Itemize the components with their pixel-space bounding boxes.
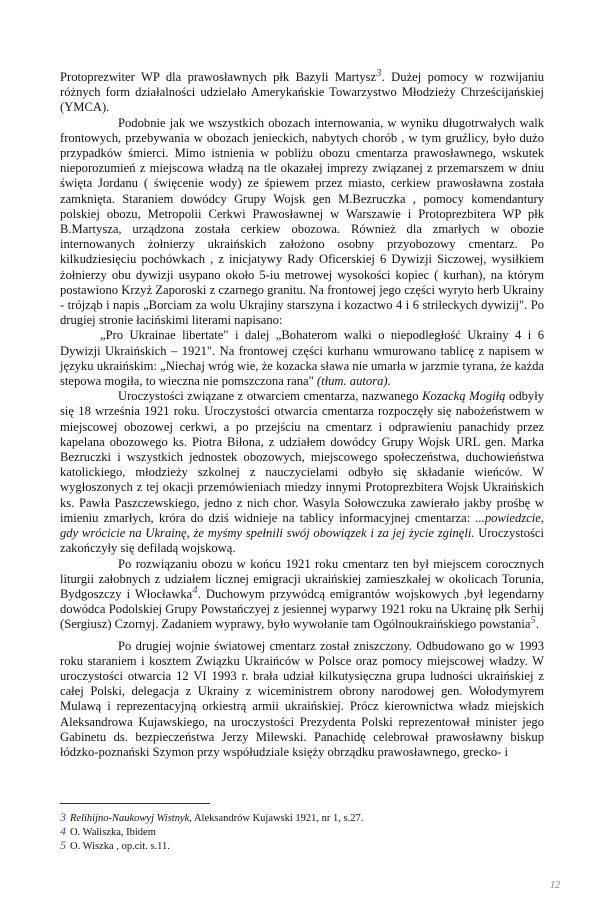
footnote-number: 3 [60, 810, 66, 824]
italic-text: (tłum. autora). [316, 374, 391, 389]
footnote [60, 839, 544, 853]
text-run: Uroczystości zakończyły się defiladą wojskową. [60, 526, 544, 556]
text-run: , Aleksandrów Kujawski 1921, nr 1, s.27. [189, 813, 364, 824]
body-text [60, 66, 545, 760]
italic-text: ...powiedzcie, gdy wrócicie na Ukrainę, że myśmy spełnili swój obowiązek i za jej życie zginęli. [60, 510, 544, 541]
text-run: odbyły się 18 września 1921 roku. Uroczystości otwarcia cmentarza rozpoczęły się nabożeństwem w miejscowej obozowej cerkwi, a po przejściu na cmentarz i odprawieniu panachidy przez kapelana obozowego ks. Piotra Biłona, z udziałem dowódcy Grupy Wojsk URL gen. Marka Bezruczki i wszystkich jednostek obozowych, miejscowego społeczeństwa, duchowieństwa katolickiego, młodzieży szkolnej z nauczycielami odbyło się składanie wieńców. W wygłoszonych z tej okacji przemówieniach miedzy innymi Protoprezbitera Wojsk Ukraińskich ks. Pawła Paszczewskiego, jedno z nich chor. Wasyla Sołowczuka zawierało jakby prośbę w imieniu zmarłych, króra do dziś widnieje na tablicy informacyjnej cmentarza: [60, 389, 545, 525]
footnote-number: 4 [60, 824, 66, 838]
paragraph [60, 66, 544, 116]
text-run: . Dużej pomocy w rozwijaniu różnych form działalności udzielało Amerykańskie Towarzystwo Młodzieży Chrześcijańskiej (YMCA). [60, 70, 544, 115]
paragraph [60, 328, 544, 389]
footnote [60, 811, 544, 825]
footnote-marker: 4 [192, 583, 198, 596]
text-run: O. Wiszka , op.cit. s.11. [70, 841, 170, 852]
text-run: Po drugiej wojnie światowej cmentarz został zniszczony. Odbudowano go w 1993 roku staraniem i kosztem Związku Ukraińców w Polsce oraz pomocy miejscowej władzy. W uroczystości otwarcia 12 VI 1993 r. brała udział kilkutysięczna grupa ludności ukraińskiej z całej Polski, delegacja z Ukrainy z wiceministrem obrony narodowej gen. Wołodymyrem Mulawą i reprezentacyjną orkiestrą armii ukraińskiej. Prócz kierownictwa władz miejskich Aleksandrowa Kujawskiego, na uroczystości Prezydenta Polski reprezentował minister jego Gabinetu ds. bezpieczeństwa Jerzy Milewski. Panachidę celebrował prawosławny biskup łódzko-poznański Szymon przy współudziale księży obrządku prawosławnego, grecko- i [60, 638, 544, 759]
footnote-number: 5 [60, 838, 66, 852]
footnotes [60, 811, 544, 853]
text-run: Podobnie jak we wszystkich obozach internowania, w wyniku długotrwałych walk frontowych, przebywania w obozach jenieckich, nabytych chorób , w tym gruźlicy, było dużo przypadków śmierci. Mimo istnienia w pobliżu obozu cmentarza prawosławnego, wskutek nieporozumień z miejscowa władzą na tle okazałej imprezy związanej z przemarszem w dniu święta Jordanu ( święcenie wody) ze śpiewem przez miasto, cerkiew prawosławna została zamknięta. Staraniem dowódcy Grupy Wojsk gen M.Bezruczka , pomocy komendantury polskiej obozu, Metropolii Cerkwi Prawosławnej w Warszawie i Protoprezbitera WP płk B.Martysza, urządzona została cerkiew obozowa. Również dla zmarłych w obozie internowanych żołnierzy ukraińskich założono osobny przyobozowy cmentarz. Po kilkudziesięciu pochówkach , z inicjatywy Rady Oficerskiej 6 Dywizji Siczowej, wysiłkiem żołnierzy obu dywizji usypano około 5-iu metrowej wysokości kopiec ( kurhan), na którym postawiono Krzyż Zaporoski z czarnego granitu. Na frontowej jego części wyryto herb Ukrainy - trójząb i napis „Borciam za wolu Ukrajiny starszyna i kozactwo 4 i 6 strileckych dywizij". Po drugiej stronie łacińskimi literami napisano: [60, 115, 544, 328]
paragraph [60, 557, 544, 633]
italic-text: Relihijno-Naukowyj Wistnyk [70, 813, 190, 824]
paragraph [60, 639, 544, 761]
paragraph [60, 389, 544, 556]
paragraph [60, 116, 544, 329]
text-run: . [535, 617, 540, 632]
text-run: „Pro Ukrainae libertate" i dalej „Bohaterom walki o niepodległość Ukrainy 4 i 6 Dywizji Ukraińskich – 1921". Na frontowej części kurhanu wmurowano tablicę z napisem w języku ukraińskim: „Niechaj wróg wie, że kozacka sława nie umarła w jarzmie tyrana, że każda stepowa mogiła, to wieczna nie pomszczona rana" [60, 328, 544, 389]
page-number: 12 [550, 880, 560, 891]
text-run: . Duchowym przywódcą emigrantów wojskowych ,był legendarny dowódca Podolskiej Grupy Powstańczyej z jesiennej wyparwy 1921 roku na Ukrainę płk Serhij (Sergiusz) Czornyj. Zadaniem wyprawy, było wywołanie tam Ogólnoukraińskiego powstania [60, 586, 544, 632]
footnote-marker: 5 [530, 614, 536, 627]
italic-text: Kozacką Mogiłą [422, 389, 506, 404]
footnote-divider [60, 803, 210, 804]
text-run: Po rozwiązaniu obozu w końcu 1921 roku cmentarz ten był miejscem corocznych liturgii załobnych z udziałem licznej emigracji ukraińskiej zamieszkałej w okolicach Torunia, Bydgoszczy i Włocławka [60, 556, 544, 601]
text-run: Uroczystości związane z otwarciem cmentarza, nazwanego [118, 389, 423, 404]
text-run: O. Waliszka, Ibidem [70, 827, 156, 838]
footnote [60, 825, 544, 839]
footnote-marker: 3 [376, 66, 382, 79]
text-run: Protoprezwiter WP dla prawosławnych płk Bazyli Martysz [60, 70, 377, 84]
